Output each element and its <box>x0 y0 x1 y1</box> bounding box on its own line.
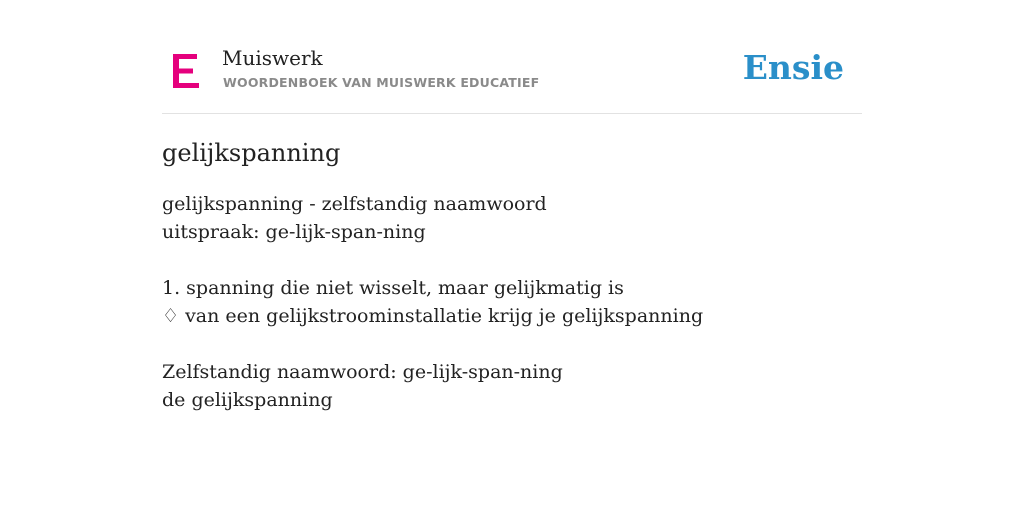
entry-line-spacer <box>162 246 862 274</box>
site-name[interactable]: Muiswerk <box>222 46 323 70</box>
entry-definition <box>162 190 862 414</box>
entry-line-definition: 1. spanning die niet wisselt, maar gelijkmatig is <box>162 277 624 299</box>
ensie-brand-logo[interactable]: Ensie <box>742 48 844 87</box>
entry-line-hyphenation: Zelfstandig naamwoord: ge-lijk-span-ning <box>162 361 563 383</box>
logo-bars <box>173 54 199 88</box>
site-subtitle: WOORDENBOEK VAN MUISWERK EDUCATIEF <box>223 75 540 90</box>
entry-title: gelijkspanning <box>162 139 341 167</box>
entry-line-word-class: gelijkspanning - zelfstandig naamwoord <box>162 193 547 215</box>
muiswerk-logo-icon[interactable] <box>173 54 199 88</box>
entry-line-pronunciation: uitspraak: ge-lijk-span-ning <box>162 221 426 243</box>
entry-line-example: ♢ van een gelijkstroominstallatie krijg je gelijkspanning <box>162 305 704 327</box>
entry-line-spacer <box>162 330 862 358</box>
site-header <box>162 40 862 114</box>
entry-line-article: de gelijkspanning <box>162 389 333 411</box>
